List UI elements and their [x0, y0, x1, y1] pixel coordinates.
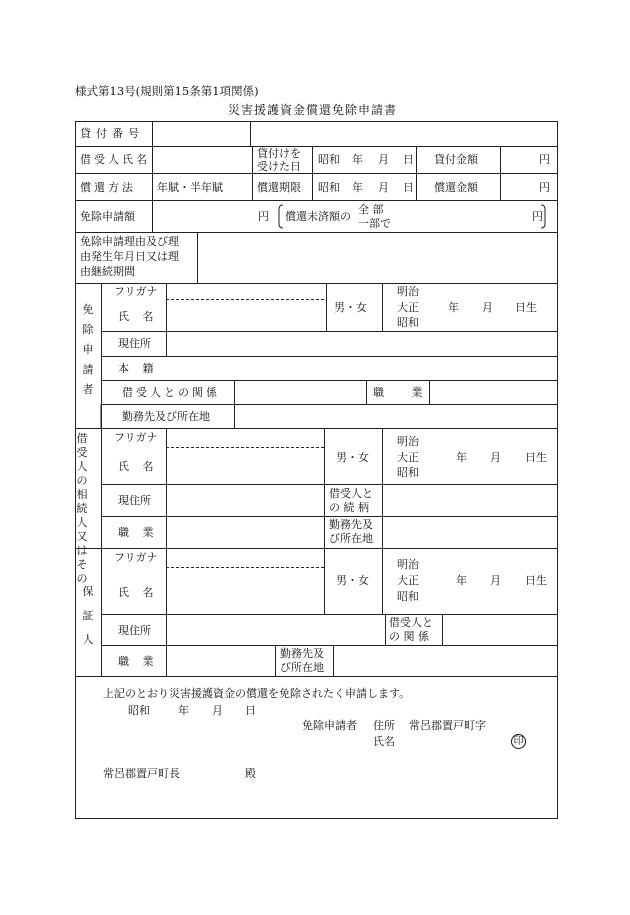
applicant-relation-label: 借受人との関係	[122, 386, 220, 399]
heir-sex: 男・女	[336, 451, 369, 464]
heir-era-showa: 昭和	[397, 466, 419, 479]
footer-addressee: 常呂郡置戸町長	[103, 767, 180, 780]
repay-method-label: 償還方法	[80, 181, 136, 194]
date-received-day: 日	[403, 153, 414, 166]
form-title: 災害援護資金償還免除申請書	[228, 103, 398, 117]
applicant-address-label: 現住所	[118, 337, 151, 350]
applicant-honseki-label: 本 籍	[118, 362, 159, 375]
heir-birth-day: 日生	[525, 451, 547, 464]
repay-period-label: 償還期限	[257, 181, 301, 194]
date-received-label-2: 受けた日	[257, 160, 301, 173]
footer-date-month: 月	[212, 704, 223, 717]
applicant-era-showa: 昭和	[397, 316, 419, 329]
unpaid-part: 一部で	[358, 217, 391, 230]
repay-period-day: 日	[403, 181, 414, 194]
guarantor-sex: 男・女	[336, 574, 369, 587]
guarantor-workplace-label-2: び所在地	[280, 661, 324, 674]
guarantor-era-taisho: 大正	[397, 574, 419, 587]
heir-relation-label-2: の 続 柄	[329, 501, 369, 514]
date-received-label-1: 貸付けを	[257, 147, 301, 160]
applicant-birth-month: 月	[482, 301, 493, 314]
footer-statement: 上記のとおり災害援護資金の償還を免除されたく申請します。	[103, 687, 411, 700]
guarantor-era-showa: 昭和	[397, 590, 419, 603]
applicant-section-label: 免除申請者	[82, 303, 94, 396]
loan-number-label: 貸付番号	[80, 127, 144, 140]
heir-section-label: 借受人の相続人又はその	[76, 432, 88, 585]
applicant-furigana-label: フリガナ	[114, 285, 158, 298]
guarantor-relation-label-1: 借受人と	[389, 616, 433, 629]
heir-workplace-label-2: び所在地	[329, 532, 373, 545]
applicant-birth-day: 日生	[515, 301, 537, 314]
footer-applicant-label: 免除申請者	[302, 719, 357, 732]
unpaid-yen: 円	[532, 210, 543, 223]
applicant-workplace-label: 勤務先及び所在地	[122, 410, 210, 423]
applicant-occupation-label: 職 業	[373, 386, 435, 399]
applicant-sex: 男・女	[334, 301, 367, 314]
guarantor-workplace-label-1: 勤務先及	[280, 647, 324, 660]
applicant-birth-year: 年	[448, 301, 459, 314]
guarantor-address-label: 現住所	[118, 624, 151, 637]
guarantor-relation-label-2: の 関 係	[389, 630, 429, 643]
date-received-year: 年	[352, 153, 363, 166]
footer-address-label: 住所	[373, 719, 395, 732]
footer-date-year: 年	[178, 704, 189, 717]
heir-furigana-label: フリガナ	[114, 431, 158, 444]
seal-mark: 印	[511, 734, 526, 749]
loan-amount-yen: 円	[539, 153, 550, 166]
form-number: 様式第13号(規則第15条第1項関係)	[75, 84, 259, 98]
footer-address-value: 常呂郡置戸町字	[409, 719, 486, 732]
left-bracket	[279, 205, 283, 228]
guarantor-birth-month: 月	[490, 574, 501, 587]
reason-line3: 由継続期間	[80, 265, 135, 278]
heir-era-taisho: 大正	[397, 451, 419, 464]
unpaid-all: 全 部	[358, 203, 384, 216]
heir-address-label: 現住所	[118, 494, 151, 507]
repay-amount-yen: 円	[539, 181, 550, 194]
exemption-amount-yen: 円	[258, 210, 269, 223]
borrower-name-label: 借受人氏名	[80, 153, 150, 166]
footer-name-label: 氏名	[373, 735, 395, 748]
guarantor-era-meiji: 明治	[397, 558, 419, 571]
heir-birth-year: 年	[456, 451, 467, 464]
repay-amount-label: 償還金額	[434, 181, 478, 194]
repay-period-month: 月	[378, 181, 389, 194]
reason-line1: 免除申請理由及び理	[80, 235, 179, 248]
exemption-amount-label: 免除申請額	[80, 210, 135, 223]
guarantor-occupation-label: 職 業	[118, 655, 159, 668]
repay-period-era: 昭和	[318, 181, 340, 194]
footer-date-day: 日	[245, 704, 256, 717]
heir-era-meiji: 明治	[397, 435, 419, 448]
heir-birth-month: 月	[490, 451, 501, 464]
heir-workplace-label-1: 勤務先及	[329, 518, 373, 531]
date-received-era: 昭和	[318, 153, 340, 166]
footer-date-era: 昭和	[128, 704, 150, 717]
heir-relation-label-1: 借受人と	[329, 487, 373, 500]
applicant-era-taisho: 大正	[397, 301, 419, 314]
heir-occupation-label: 職 業	[118, 526, 159, 539]
heir-name-label: 氏 名	[118, 460, 159, 473]
applicant-era-meiji: 明治	[397, 285, 419, 298]
date-received-month: 月	[378, 153, 389, 166]
reason-line2: 由発生年月日又は理	[80, 250, 179, 263]
repay-method-value: 年賦・半年賦	[157, 181, 223, 194]
applicant-name-label: 氏 名	[118, 310, 159, 323]
guarantor-birth-day: 日生	[525, 574, 547, 587]
guarantor-birth-year: 年	[456, 574, 467, 587]
guarantor-section-label: 保証人	[82, 585, 94, 646]
repay-period-year: 年	[352, 181, 363, 194]
guarantor-name-label: 氏 名	[118, 586, 159, 599]
guarantor-furigana-label: フリガナ	[114, 551, 158, 564]
footer-honorific: 殿	[245, 767, 256, 780]
loan-amount-label: 貸付金額	[434, 153, 478, 166]
unpaid-label: 償還未済額の	[285, 210, 351, 223]
